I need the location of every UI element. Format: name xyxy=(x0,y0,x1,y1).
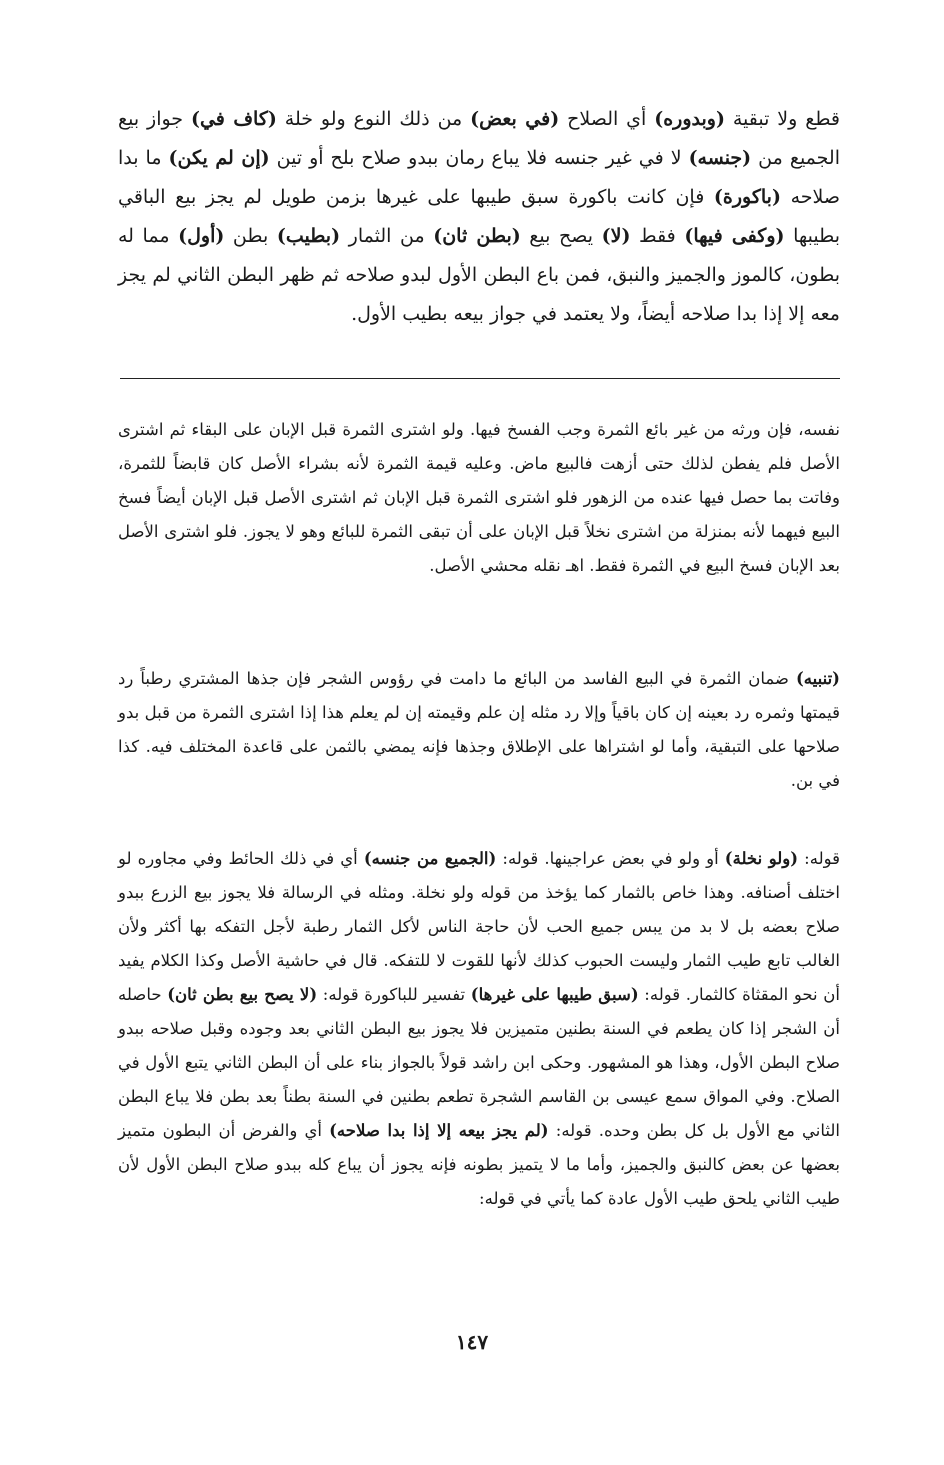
text-run: مما له بطون، كالموز والجميز والنبق، فمن باع البطن الأول لبدو صلاحه ثم ظهر البطن الثاني لم يجز معه إلا إذا بدا صلاحه أيضاً، ولا يعتمد في جواز بيعه بطيب الأول. xyxy=(118,225,840,325)
bold-quoted-term: (بطيب) xyxy=(276,225,341,247)
text-run: أي الصلاح xyxy=(559,108,655,130)
text-run: لا في غير جنسه فلا يباع رمان ببدو صلاح بلح أو تين xyxy=(269,147,689,169)
text-run: تفسير للباكورة قوله: xyxy=(317,985,471,1004)
bold-quoted-term: (وبدوره) xyxy=(654,108,725,130)
text-run: أي في ذلك الحائط وفي مجاوره لو اختلف أصنافه. وهذا خاص بالثمار كما يؤخذ من قوله ولو نخلة. ومثله في الرسالة فلا يجوز بيع الزرع ببدو صلاح بعضه بل لا بد من يبس جميع الحب لأن حاجة الناس لأكل الثمار رطبة لأجل التفكه بها أكثر ولأن الغالب تابع طيب الثمار وليست الحبوب كذلك لأنها للقوت لا للتفكه. قال في حاشية الأصل وكذا الكلام يفيد أن نحو المقثاة كالثمار. قوله: xyxy=(118,849,840,1004)
footnote-paragraph-3 xyxy=(118,842,840,1216)
bold-quoted-term: (وكفى فيها) xyxy=(684,225,785,247)
bold-quoted-term: (لم يجز بيعه إلا إذا بدا صلاحه) xyxy=(329,1121,549,1140)
text-run: نفسه، فإن ورثه من غير بائع الثمرة وجب الفسخ فيها. ولو اشترى الثمرة قبل الإبان على البقاء ثم اشترى الأصل فلم يفطن لذلك حتى أزهت فالبيع ماض. وعليه قيمة الثمرة لأنه بشراء الأصل كان قابضاً للثمرة، وفاتت بما حصل فيها عنده من الزهور فلو اشترى الثمرة قبل الإبان ثم اشترى الأصل قبل الإبان أيضاً فسخ البيع فيهما لأنه بمنزلة من اشترى نخلاً قبل الإبان على أن تبقى الثمرة للبائع وهو لا يجوز. فلو اشترى الأصل بعد الإبان فسخ البيع في الثمرة فقط. اهـ نقله محشي الأصل. xyxy=(118,420,840,575)
text-run: ضمان الثمرة في البيع الفاسد من البائع ما دامت في رؤوس الشجر فإن جذها المشتري رطباً رد قيمتها وثمره رد بعينه إن كان باقياً وإلا رد مثله إن علم وقيمته إن لم يعلم هذا إذا اشترى الثمرة من قبل بدو صلاحها على التبقية، وأما لو اشتراها على الإطلاق وجذها فإنه يمضي بالثمن على قاعدة المختلف فيه. كذا في بن. xyxy=(118,669,840,790)
text-run: فإن كانت باكورة سبق طيبها على غيرها بزمن طويل لم يجز بيع الباقي بطيبها xyxy=(118,186,840,247)
main-text xyxy=(118,100,840,334)
bold-quoted-term: (بطن ثان) xyxy=(433,225,521,247)
bold-quoted-term: (تنبيه) xyxy=(796,669,840,688)
bold-quoted-term: (الجميع من جنسه) xyxy=(363,849,497,868)
text-run: قطع ولا تبقية xyxy=(724,108,840,130)
text-run: ما بدا صلاحه xyxy=(118,147,840,208)
bold-quoted-term: (أول) xyxy=(178,225,225,247)
bold-quoted-term: (في بعض) xyxy=(470,108,560,130)
bold-quoted-term: (لا يصح بيع بطن ثان) xyxy=(167,985,318,1004)
text-run: فقط xyxy=(630,225,685,247)
footnote-divider xyxy=(120,378,840,379)
text-run: حاصله أن الشجر إذا كان يطعم في السنة بطنين متميزين فلا يجوز بيع البطن الثاني بعد وجوده وقبل صلاحه ببدو صلاح البطن الأول، وهذا هو المشهور. وحكى ابن راشد قولاً بالجواز بناء على أن البطن الثاني يتبع الأول في الصلاح. وفي المواق سمع عيسى بن القاسم الشجرة تطعم بطنين في السنة بطناً بعد بطن فلا يباع البطن الثاني مع الأول بل كل بطن وحده. قوله: xyxy=(118,985,841,1140)
text-run: من الثمار xyxy=(340,225,434,247)
footnote-paragraph-1 xyxy=(118,413,840,583)
text-run: بطن xyxy=(224,225,277,247)
footnote-paragraph-2 xyxy=(118,662,840,798)
text-run: أي والفرض أن البطون متميز بعضها عن بعض كالنبق والجميز، وأما ما لا يتميز بطونه فإنه يجوز أن يباع كله ببدو صلاح البطن الأول لأن طيب الثاني يلحق طيب الأول عادة كما يأتي في قوله: xyxy=(118,1121,840,1208)
text-run: قوله: xyxy=(798,849,841,868)
bold-quoted-term: (ولو نخلة) xyxy=(724,849,799,868)
bold-quoted-term: (إن لم يكن) xyxy=(168,147,270,169)
bold-quoted-term: (باكورة) xyxy=(713,186,781,208)
bold-quoted-term: (كاف في) xyxy=(190,108,277,130)
bold-quoted-term: (سبق طيبها على غيرها) xyxy=(470,985,639,1004)
bold-quoted-term: (لا) xyxy=(601,225,631,247)
bold-quoted-term: (جنسه) xyxy=(688,147,752,169)
text-run: من ذلك النوع ولو خلة xyxy=(276,108,471,130)
text-run: يصح بيع xyxy=(520,225,602,247)
text-run: أو ولو في بعض عراجينها. قوله: xyxy=(496,849,725,868)
text-run: جواز بيع الجميع من xyxy=(118,108,840,169)
page-number: ١٤٧ xyxy=(455,1330,489,1354)
